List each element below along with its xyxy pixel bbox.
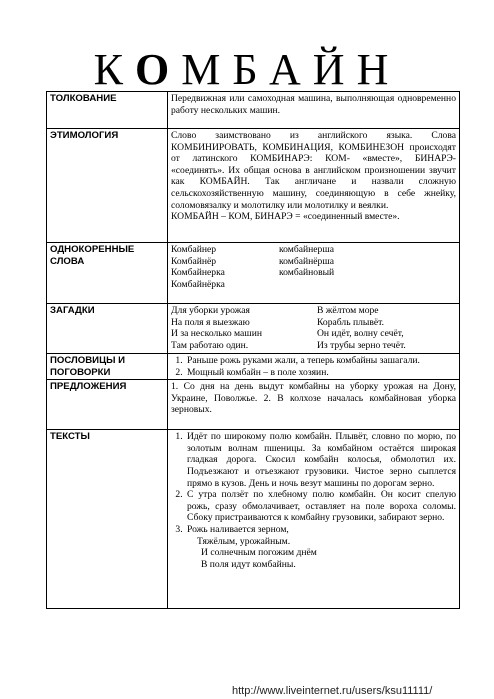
- row-content: [168, 129, 460, 243]
- row-poslovitsy: [47, 354, 460, 380]
- word-item: Комбайнёрка: [171, 278, 225, 290]
- document-title: КОМБАЙН: [93, 45, 401, 94]
- row-content: [168, 354, 460, 380]
- text-item: 2. С утра ползёт по хлебному полю комбайн. Он косит спелую рожь, сразу обмолачивает, оставляет на поле вороха соломы. Сбоку пристраиваются к комбайну грузовики, забирают зерно.: [185, 489, 456, 524]
- row-heading: ЭТИМОЛОГИЯ: [47, 129, 168, 243]
- word-item: комбайнерша: [279, 244, 334, 255]
- row-heading: ТЕКСТЫ: [47, 430, 168, 609]
- riddle-line: И за несколько машин: [171, 328, 262, 340]
- info-table: [46, 91, 460, 609]
- row-content: 1. Со дня на день выдут комбайны на уборку урожая на Дону, Украине, Поволжье. 2. В колхозе началась комбайновая уборка зерновых.: [168, 380, 460, 430]
- poem-line: В поля идут комбайны.: [201, 558, 296, 570]
- row-zagadki: [47, 304, 460, 354]
- row-heading: ПРЕДЛОЖЕНИЯ: [47, 380, 168, 430]
- texts-list: [171, 431, 456, 570]
- row-teksty: [47, 430, 460, 609]
- row-heading: ПОСЛОВИЦЫ И ПОГОВОРКИ: [47, 354, 168, 380]
- riddle-line: Из трубы зерно течёт.: [317, 339, 406, 351]
- word-item: комбайновый: [279, 267, 335, 279]
- row-content: [168, 304, 460, 354]
- proverb-item: 2. Мощный комбайн – в поле хозяин.: [185, 367, 456, 379]
- riddle-line: Он идёт, волну сечёт,: [317, 328, 404, 340]
- text-item: 1. Идёт по широкому полю комбайн. Плывёт, словно по морю, по золотым волнам пшеницы. За комбайном остаётся широкая гладкая дорога. Скосил комбайн колосья, обмолотил их. Подъезжают и отъезжают грузовики. Чистое зерно сыплется прямо в кузов. День и ночь везут машины по дорогам зерно.: [185, 431, 456, 489]
- row-tolkovanie: [47, 92, 460, 129]
- row-content: [168, 430, 460, 609]
- row-content: [168, 243, 460, 304]
- word-item: Комбайнёр: [171, 255, 217, 267]
- row-predlozhenia: [47, 380, 460, 430]
- riddle-line: На поля я выезжаю: [171, 316, 250, 328]
- proverbs-list: [171, 355, 456, 378]
- riddle-line: В жёлтом море: [317, 305, 379, 316]
- etymology-formula: КОМБАЙН – КОМ, БИНАРЭ = «соединенный вместе».: [171, 211, 400, 223]
- text-item-poem: [185, 524, 456, 570]
- poem-line: И солнечным погожим днём: [201, 547, 317, 559]
- source-watermark: http://www.liveinternet.ru/users/ksu11111/: [232, 685, 433, 697]
- poem-line: 3. Рожь наливается зерном,: [187, 523, 289, 535]
- riddle-line: Для уборки урожая: [171, 305, 250, 316]
- etymology-text: Слово заимствовано из английского языка. Слова КОМБИНИРОВАТЬ, КОМБИНАЦИЯ, КОМБИНЕЗОН происходят от латинского КОМБИНАРЭ: КОМ- «вместе», БИНАРЭ- «соединять». Их общая основа в английском произношении звучит как КОМБАЙН. Так англичане и назвали сложную сельскохозяйственную машину, соединяющую в себе жнейку, соломовязалку и молотилку или молотилку и веялки.: [171, 130, 456, 211]
- word-item: Комбайнерка: [171, 267, 225, 279]
- row-heading: ОДНОКОРЕННЫЕ СЛОВА: [47, 243, 168, 304]
- riddles: [171, 305, 456, 351]
- row-heading: ЗАГАДКИ: [47, 304, 168, 354]
- row-heading: ТОЛКОВАНИЕ: [47, 92, 168, 129]
- word-item: комбайнёрша: [279, 255, 334, 267]
- row-content: Передвижная или самоходная машина, выполняющая одновременно работу нескольких машин.: [168, 92, 460, 129]
- word-item: Комбайнер: [171, 244, 217, 255]
- proverb-item: 1. Раньше рожь руками жали, а теперь комбайны зашагали.: [185, 355, 456, 367]
- poem-line: Тяжёлым, урожайным.: [197, 535, 291, 547]
- riddle-line: Там работаю один.: [171, 339, 249, 351]
- row-etimologia: [47, 129, 460, 243]
- related-words: [171, 244, 456, 290]
- poem: [187, 524, 456, 570]
- row-odnokorennye: [47, 243, 460, 304]
- word-item: [279, 279, 456, 291]
- riddle-line: Корабль плывёт.: [317, 316, 385, 328]
